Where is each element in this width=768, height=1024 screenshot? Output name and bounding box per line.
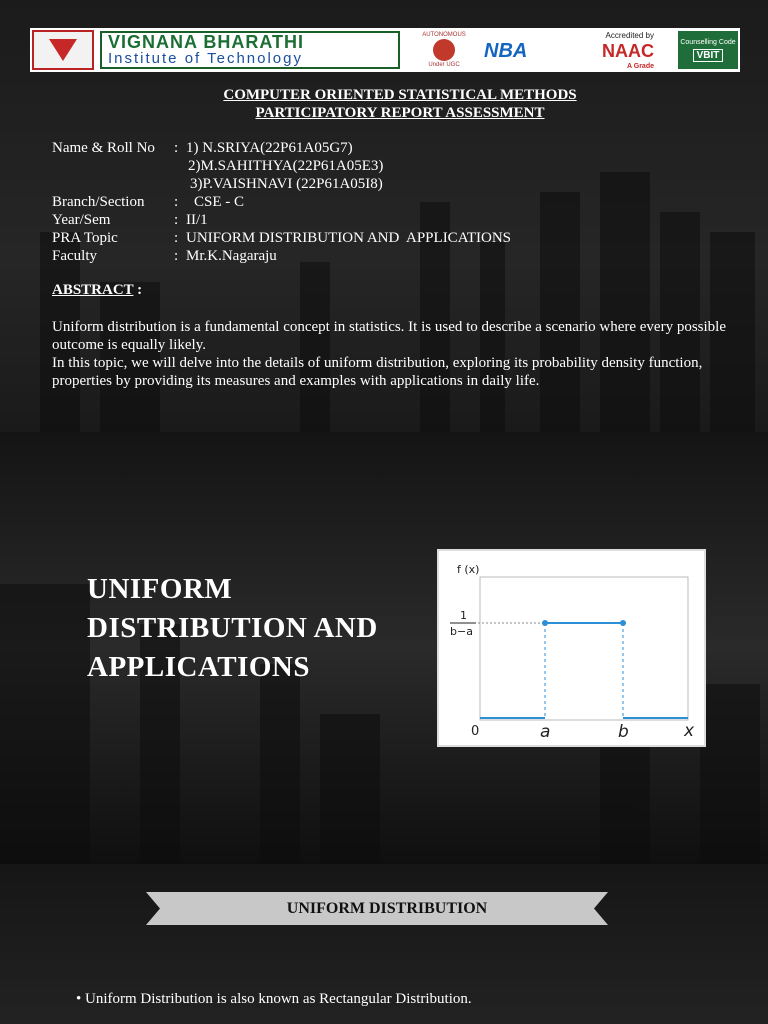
x-axis-label: x [684,721,695,741]
info-value: II/1 [186,212,208,228]
info-row [52,175,511,193]
bullet-text: Uniform Distribution is also known as Rectangular Distribution. [85,991,472,1007]
institute-name: VIGNANA BHARATHI [108,32,304,52]
info-label: Faculty [52,248,97,264]
point-b [620,620,626,626]
abstract-paragraph: In this topic, we will delve into the details of uniform distribution, exploring its probability density function, properties by providing its measures and examples with applications in daily life. [52,355,703,389]
slide-title [87,570,378,687]
info-colon: : [174,248,179,264]
abstract-body [52,318,742,390]
nba-logo: NBA [484,39,528,62]
slide-title-line: APPLICATIONS [87,651,310,683]
info-colon: : [174,230,179,246]
abstract-heading [52,282,142,299]
info-row [52,211,511,229]
info-label: Name & Roll No [52,140,155,156]
bullet-item: • Uniform Distribution is also known as Rectangular Distribution. [76,991,472,1007]
counselling-code-label: Counselling Code [680,38,736,46]
info-row [52,247,511,265]
info-label: Branch/Section [52,194,145,210]
report-title: PARTICIPATORY REPORT ASSESSMENT [255,105,545,121]
counselling-code-badge [678,31,738,69]
slide-title-line: DISTRIBUTION AND [87,612,378,644]
info-value: UNIFORM DISTRIBUTION AND APPLICATIONS [186,230,512,246]
info-colon: : [174,212,179,228]
info-label [52,157,174,175]
info-value: 2)M.SAHITHYA(22P61A05E3) [188,158,384,174]
abstract-heading-text: ABSTRACT [52,282,134,298]
institute-name-logo [100,31,400,69]
naac-grade: A Grade [627,62,654,70]
course-title: COMPUTER ORIENTED STATISTICAL METHODS [223,87,577,103]
info-label: PRA Topic [52,230,118,246]
info-row [52,229,511,247]
abstract-paragraph: Uniform distribution is a fundamental concept in statistics. It is used to describe a scenario where every possible outcome is equally likely. [52,319,726,353]
origin-label: 0 [471,724,480,739]
info-label [52,175,174,193]
info-value: 1) N.SRIYA(22P61A05G7) [186,140,353,156]
counselling-code-value: VBIT [693,49,724,62]
accreditation-logo [484,30,654,70]
info-row [52,139,511,157]
a-label: a [540,722,551,742]
plot-frame [480,577,688,720]
density-numerator: 1 [460,609,467,622]
student-info-block [52,139,511,265]
density-denominator: b−a [450,625,473,638]
info-value: 3)P.VAISHNAVI (22P61A05I8) [190,176,383,192]
point-a [542,620,548,626]
info-value: Mr.K.Nagaraju [186,248,277,264]
autonomous-text: AUTONOMOUS [422,32,466,38]
info-label: Year/Sem [52,212,111,228]
institute-subtitle: Institute of Technology [108,50,303,67]
ugc-seal-logo [404,30,484,70]
uniform-pdf-svg [439,551,704,745]
info-value: CSE - C [194,194,245,210]
info-colon: : [174,194,179,210]
info-colon [174,157,186,175]
slide-title-line: UNIFORM [87,573,233,605]
uniform-pdf-graph [437,549,706,747]
y-axis-label: f (x) [457,563,480,576]
b-label: b [618,722,629,742]
abstract-heading-colon: : [133,282,143,298]
accredited-by-text: Accredited by [605,30,654,40]
info-row [52,157,511,175]
institute-logo-banner [30,28,740,72]
under-ugc-text: Under UGC [428,62,460,68]
info-colon [174,175,186,193]
naac-logo: NAAC [602,40,654,61]
ugc-seal-icon [433,39,455,61]
info-row [52,193,511,211]
section-banner-title: UNIFORM DISTRIBUTION [286,899,488,917]
institute-emblem-icon [32,30,94,70]
info-colon: : [174,140,179,156]
